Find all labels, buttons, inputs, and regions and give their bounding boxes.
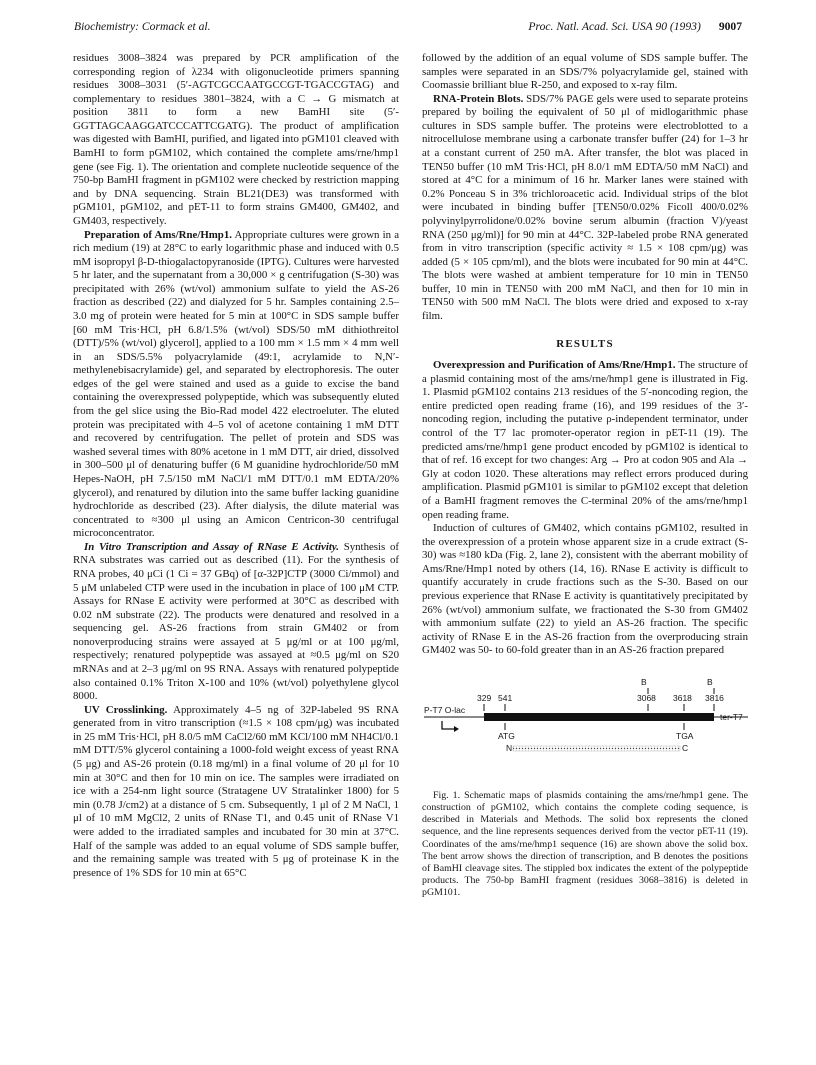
paragraph-body: Approximately 4–5 ng of 32P-labeled 9S RNA generated from in vitro transcription (≈1.5 × 108 cpm/μg) was incubated in 25 mM Tris·HCl, pH 8.0/5 mM CaCl2/60 mM KCl/100 mM NH4Cl/0.1 mM DTT/5% glycerol containing a 1000-fold weight excess of yeast RNA (5 μg) and AS-26 protein (0.18 mg/ml) in a final volume of 20 μl for 10 min at 30°C and then for 10 min on ice. The samples were irradiated on ice with a 254-nm light source (Stratagene UV Stratalinker 1800) for 5 min (0.78 J/cm2) at a distance of 5 cm. Subsequently, 1 μl of 2 M NaCl, 1 μl of 10 mM MgCl2, 2 units of RNase T1, and 0.45 unit of RNase V1 were added to the irradiated samples and incubated for 30 min at 37°C. Half of the sample was added to an equal volume of SDS sample buffer, and the remaining sample was treated with 5 μg of proteinase K in the presence of 1% SDS for 10 min at 65°C xyxy=(73,703,399,879)
results-heading: RESULTS xyxy=(556,337,614,350)
right-column xyxy=(422,52,748,900)
paragraph xyxy=(422,359,748,522)
page-number: 9007 xyxy=(718,20,742,33)
transcription-arrowhead xyxy=(454,726,459,732)
paragraph xyxy=(73,229,399,541)
caption-text xyxy=(422,790,748,900)
paragraph-body: The structure of a plasmid containing most of the ams/rne/hmp1 gene is illustrated in Fig. 1. Plasmid pGM102 contains 213 residues of the 5′-noncoding region, the entire predicted open reading frame (16), and 199 residues of the 3′-noncoding region, including the putative ρ-independent terminator, under control of the T7 lac promoter-operator region in pET-11 (19). The predicted ams/rne/hmp1 gene product encoded by pGM102 is identical to that of ref. 16 except for two changes: Arg → Pro at codon 905 and Ala → Gly at codon 1020. These alterations may reflect errors produced during amplification. Plasmid pGM101 is similar to pGM102 except that deletion of a BamHI fragment removes the C-terminal 20% of the ams/rne/hmp1 open reading frame. xyxy=(422,359,748,521)
figure-1-plasmid-map xyxy=(422,666,752,786)
promoter-label: P-T7 O-lac xyxy=(424,704,466,715)
start-codon-label: ATG xyxy=(498,730,515,741)
paragraph: Induction of cultures of GM402, which contains pGM102, resulted in the overexpression of a protein whose apparent size in a crude extract (S-30) was ≈180 kDa (Fig. 2, lane 2), consistent with the aberrant mobility of Ams/Rne/Hmp1 noted by others (14, 16). RNase E activity is difficult to quantify accurately in crude fractions such as the S-30. Based on our previous experience that RNase E activity is quantitatively precipitated by 26% (wt/vol) ammonium sulfate, we fractionated the S-30 from GM402 with ammonium sulfate (22) to yield an AS-26 fraction. The specific activity of RNase E in the AS-26 fraction from the overproducing strain GM402 was 50- to 60-fold greater than in an AS-26 fraction prepared xyxy=(422,522,748,657)
stop-codon-label: TGA xyxy=(676,730,694,741)
coordinate-label: 541 xyxy=(498,692,513,703)
plasmid-map-diagram xyxy=(422,666,752,786)
coordinate-label: 329 xyxy=(477,692,492,703)
figure-1-caption xyxy=(422,790,748,900)
paragraph-body: SDS/7% PAGE gels were used to separate proteins prepared by boiling the equivalent of 50 μl of midlogarithmic phase cultures in SDS sample buffer. The proteins were electroblotted to a nitrocellulose membrane using a carbonate transfer buffer (24) for 1–3 hr at a constant current of 250 mA. After transfer, the blot was placed in TEN50 buffer (10 mM Tris·HCl, pH 8.0/1 mM EDTA/50 mM NaCl) and stored at 4°C for a minimum of 16 hr. Marker lanes were stained with 0.2% Ponceau S in 3% trichloroacetic acid. Individual strips of the blot were incubated in binding buffer [TEN50/0.02% Ficoll 400/0.02% polyvinylpyrrolidone/0.02% bovine serum albumin (fraction V)/yeast RNA (250 μg/ml)] for 90 min at 44°C. 32P-labeled probe RNA generated from in vitro transcription (specific activity ≈ 1.5 × 108 cpm/μg) was added (5 × 105 cpm/ml), and the blots were incubated for 90 min at 44°C. The blots were washed at ambient temperature for 10 min in TEN50 buffer, 10 min in TEN50 with 200 mM NaCl, and then for 10 min in TEN50 with 500 mM NaCl. The blots were dried and exposed to x-ray film. xyxy=(422,92,748,322)
left-column xyxy=(73,52,399,880)
paragraph: followed by the addition of an equal volume of SDS sample buffer. The samples were separated in an SDS/7% polyacrylamide gel, stained with Coomassie brilliant blue R-250, and exposed to x-ray film. xyxy=(422,52,748,92)
caption-body: Schematic maps of plasmids containing the ams/rne/hmp1 gene. The construction of pGM102, which contains the complete coding sequence, is described in Materials and Methods. The solid box represents the cloned sequence, and the line represents sequences derived from the vector pET-11 (19). Coordinates of the ams/rne/hmp1 sequence (16) are shown above the solid box. The bent arrow shows the direction of transcription, and B denotes the positions of BamHI cleavage sites. The stippled box indicates the extent of the polypeptide products. The 750-bp BamHI fragment (residues 3068–3816) is deleted in pGM101. xyxy=(422,789,748,899)
section-run-in-heading: RNA-Protein Blots. xyxy=(433,92,524,105)
coordinate-label: 3816 xyxy=(705,692,724,703)
n-terminus-label: N xyxy=(506,742,513,753)
polypeptide-stippled-box xyxy=(513,746,680,751)
paragraph xyxy=(422,93,748,324)
cloned-sequence-box xyxy=(484,713,714,721)
coordinate-label: 3068 xyxy=(637,692,656,703)
paragraph xyxy=(73,704,399,881)
section-run-in-heading: Preparation of Ams/Rne/Hmp1. xyxy=(84,228,232,241)
paragraph: residues 3008–3824 was prepared by PCR amplification of the corresponding region of λ234 with oligonucleotide primers spanning residues 3008–3031 (5′-AGTCGCCAATGCCGT-TGACCGTAG) and complementary to residues 3801–3824, with a C → G mismatch at position 3811 to form a new BamHI site (5′-GGTTAGCAAGGATCCCATTCGATG). The product of amplification was digested with BamHI, purified, and ligated into pGM101 cleaved with BamHI to form pGM102, which contained the complete ams/rne/hmp1 gene (see Fig. 1). The orientation and complete nucleotide sequence of the 750-bp BamHI fragment in pGM102 were checked by restriction mapping and by DNA sequencing. Strain BL21(DE3) was transformed with pGM101, pGM102, and pET-11 to form strains GM400, GM402, and GM403, respectively. xyxy=(73,52,399,227)
running-head: Biochemistry: Cormack et al. xyxy=(74,20,211,33)
paragraph xyxy=(73,541,399,704)
c-terminus-label: C xyxy=(682,742,689,753)
terminator-label: ter-T7 xyxy=(720,711,743,722)
bamhi-label: B xyxy=(641,676,647,687)
coordinate-label: 3618 xyxy=(673,692,692,703)
paragraph-body: Appropriate cultures were grown in a rich medium (19) at 28°C to early logarithmic phase and induced with 0.5 mM isopropyl β-D-thiogalactopyranoside (IPTG). Cultures were harvested 5 hr later, and the supernatant from a 30,000 × g centrifugation (S-30) was precipitated with 26% (wt/vol) ammonium sulfate to yield the AS-26 fraction as described (22) and dialyzed for 5 hr. Samples containing 2.5–3.0 mg of protein were heated for 5 min at 100°C in SDS sample buffer [60 mM Tris·HCl, pH 6.8/1.5% (wt/vol) SDS/50 mM dithiothreitol (DTT)/5% (wt/vol) glycerol], applied to a 100 mm × 1.5 mm × 4 mm well in an SDS/5.5% polyacrylamide (49:1, acrylamide to N,N′-methylenebisacrylamide) gel, and separated by electrophoresis. The outer edges of the gel were stained and used as a guide to excise the band containing the overexpressed polypeptide, which was subsequently eluted from the gel slice using the Bio-Rad model 422 electroeluter. The eluted protein was precipitated with 4–5 vol of acetone containing 1 mM DTT and recovered by centrifugation. The pellet of protein and SDS was washed several times with 80% acetone in 1 mM DTT, air dried, dissolved in 300–500 μl of denaturing buffer (6 M guanidine hydrochloride/50 mM Hepes-NaOH, pH 7.5/150 mM NaCl/1 mM DTT/0.1 mM EDTA/20% glycerol), and renatured by dilution into the same buffer lacking guanidine hydrochloride as described (23). After dialysis, the dilute material was concentrated to ≈300 μl using an Amicon Centricon-30 centrifugal microconcentrator. xyxy=(73,228,400,540)
figure-label: Fig. 1. xyxy=(433,789,461,801)
paragraph-body: Synthesis of RNA substrates was carried out as described (11). For the synthesis of RNA probes, 40 μCi (1 Ci = 37 GBq) of [α-32P]CTP (3000 Ci/mmol) and 5 μM unlabeled CTP were used in the incubation in place of 100 μM CTP. Assays for RNase E activity were performed at 30°C as described with 0.02 nM substrate (22). The products were denatured and resolved in a sequencing gel. AS-26 fractions from strain GM402 or from nonoverproducing strains were assayed at 5 μg/ml or at 100 μg/ml, respectively; renatured polypeptide was assayed at ≈0.5 μg/ml on S20 mRNAs and at 2–3 μg/ml on 9S RNA. Assays with renatured polypeptide also contained 0.1% Triton X-100 and 10% (wt/vol) polyethylene glycol 8000. xyxy=(73,540,399,703)
section-run-in-heading: Overexpression and Purification of Ams/Rne/Hmp1. xyxy=(433,359,676,372)
journal-citation: Proc. Natl. Acad. Sci. USA 90 (1993) xyxy=(528,20,701,33)
journal-header xyxy=(0,20,742,33)
transcription-arrow xyxy=(442,721,454,729)
section-run-in-heading: UV Crosslinking. xyxy=(84,703,168,716)
bamhi-label: B xyxy=(707,676,713,687)
section-run-in-heading: In Vitro Transcription and Assay of RNase E Activity. xyxy=(84,540,339,553)
